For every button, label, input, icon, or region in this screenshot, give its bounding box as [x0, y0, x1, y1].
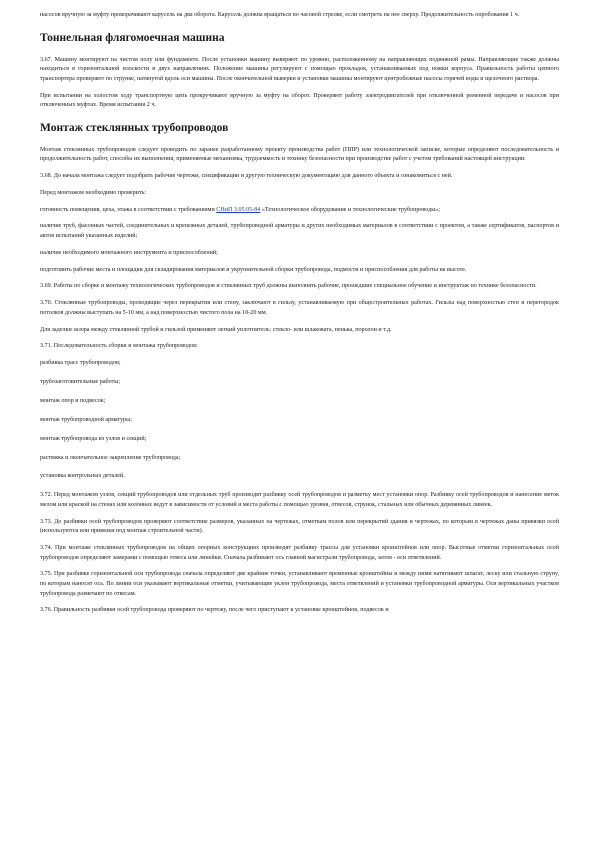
- paragraph-3-67: 3.67. Машину монтируют на чистом полу или фундаменте. После установки машину выверяют по уровню, расположенному на направляющих подвижной рамы. Направляющие также должны находиться в горизонтальной плоскости в двух направлениях. Положение машины регулируют с помощью прокладок, устанавливаемых под ножки корпуса. Правильность работы цепного транспортера проверяют по струнке, натянутой вдоль оси машины. После окончательной выверки и установки машины монтируют центробежные насосы горячей воды и щелочного раствора.: [40, 56, 559, 82]
- paragraph-intro: Монтаж стеклянных трубопроводов следует проводить по заранее разработанному проекту производства работ (ППР) или технологической записке, которые определяют последовательность и продолжительность работ, способы их выполнения, применяемые механизмы, трудоемкость и технику безопасности при производстве работ с учетом требований настоящей инструкции.: [40, 146, 559, 163]
- paragraph-3-68: 3.68. До начала монтажа следует подобрать рабочие чертежи, спецификации и другую техническую документацию для данного объекта и ознакомиться с ней.: [40, 173, 453, 180]
- list-item: установка контрольных деталей.: [40, 473, 125, 480]
- list-item: монтаж трубопровода из узлов и секций;: [40, 435, 147, 442]
- snip-link[interactable]: СНиП 3.05.05-84: [216, 206, 261, 213]
- list-item: трубозаготовительные работы;: [40, 379, 121, 386]
- heading-tunnel-machine: Тоннельная флягомоечная машина: [40, 31, 225, 44]
- heading-glass-pipelines: Монтаж стеклянных трубопроводов: [40, 121, 229, 134]
- paragraph-3-72: 3.72. Перед монтажом узлов, секций трубопроводов или отдельных труб производят разбивку осей трубопроводов и разметку мест установки опор. Разбивку осей трубопроводов и нанесение меток мелом или краской на стенах или колоннах ведут в зависимости от условий и места работы с помощью уровня, отвесов, струнок, стальных или обычных деревянных линеек.: [40, 492, 559, 508]
- paragraph-3-70: 3.70. Стеклянные трубопроводы, проходящие через перекрытия или стену, заключают в гильзу, устанавливаемую при общестроительных работах. Гильзы над поверхностью стен и перегородок потолков должны выступать на 5-10 мм, а над поверхностью чистого пола на 10-20 мм.: [40, 300, 559, 316]
- paragraph-check-intro: Перед монтажом необходимо проверить:: [40, 189, 147, 196]
- check-1-post: «Технологическое оборудование и технологические трубопроводы»;: [260, 206, 441, 213]
- paragraph-idle-test: При испытании на холостом ходу транспортную цепь прокручивают вручную за муфту на оборот. Проверяют работу электродвигателей при отключенной ременной передаче и насосов при отключенных муфтах. Время испытания 2 ч.: [40, 92, 559, 109]
- paragraph-3-76: 3.76. Правильность разбивки осей трубопровода проверяют по чертежу, после чего приступают к установке кронштейнов, подвесок и: [40, 607, 389, 614]
- list-item: монтаж трубопроводной арматуры;: [40, 416, 132, 423]
- paragraph-3-71: 3.71. Последовательность сборки и монтажа трубопроводов:: [40, 343, 198, 350]
- paragraph-carousel-test: насосов вручную за муфту проворачивают карусель на два оборота. Карусель должна вращаться по часовой стрелке, если смотреть на нее сверху. Продолжительность опробования 1 ч.: [40, 12, 520, 18]
- check-1-pre: готовность помещения, цеха, этажа в соответствии с требованиями: [40, 206, 217, 213]
- list-item: монтаж опор и подвесок;: [40, 397, 106, 404]
- paragraph-check-2: наличие труб, фасонных частей, соединительных и крепежных деталей, трубопроводной арматуры и других необходимых материалов в соответствии с проектом, а также сертификатов, паспортов и актов испытаний указанных изделий;: [40, 223, 559, 240]
- paragraph-check-3: наличие необходимого монтажного инструмента и приспособлений;: [40, 249, 218, 256]
- paragraph-check-4: подготовить рабочие места и площадки для складирования материалов и укрупнительной сборки трубопровода, подмости и приспособления для работы на высоте.: [40, 266, 467, 273]
- paragraph-3-70-gap: Для заделки зазора между стеклянной трубой и гильзой применяют легкий уплотнитель: стекло- или шлаковата, пенька, поролон и т.д.: [40, 326, 392, 333]
- paragraph-check-1: [40, 206, 559, 216]
- paragraph-3-69: 3.69. Работы по сборке и монтажу технологических трубопроводов и стеклянных труб должны выполнять рабочие, прошедшие специальное обучение и инструктаж по технике безопасности.: [40, 283, 537, 290]
- paragraph-3-75: 3.75. При разбивке горизонтальной оси трубопровода сначала определяют две крайние точки, устанавливают временные кронштейны и между ними натягивают шпагат, леску или стальную струну, по которым наносят ось. По линии оси указывают вертикальные отметки, учитывающие уклон трубопровода, места ответвлений и установки трубопроводной арматуры. Оси вертикальных участков трубопровода размечают по отвесам.: [40, 571, 559, 597]
- paragraph-3-73: 3.73. До разбивки осей трубопроводов проверяют соответствие размеров, указанных на чертежах, отметкам полов или перекрытий здания и чертежах, по которым в чертежах даны привязки осей (используются или привязки под монтаж строительной части).: [40, 518, 559, 535]
- list-item: разбивка трасс трубопроводов;: [40, 360, 121, 367]
- paragraph-3-74: 3.74. При монтаже стеклянных трубопроводов на общих опорных конструкциях производят разбивку трассы для установки кронштейнов или опор. Высотные отметки горизонтальных осей трубопроводов определяют замерами с помощью отвеса или линейки. Сначала разбивают ось главной магистрали трубопровода, затем - оси ответвлений.: [40, 545, 559, 561]
- list-item: растяжка и окончательное закрепление трубопровода;: [40, 454, 181, 461]
